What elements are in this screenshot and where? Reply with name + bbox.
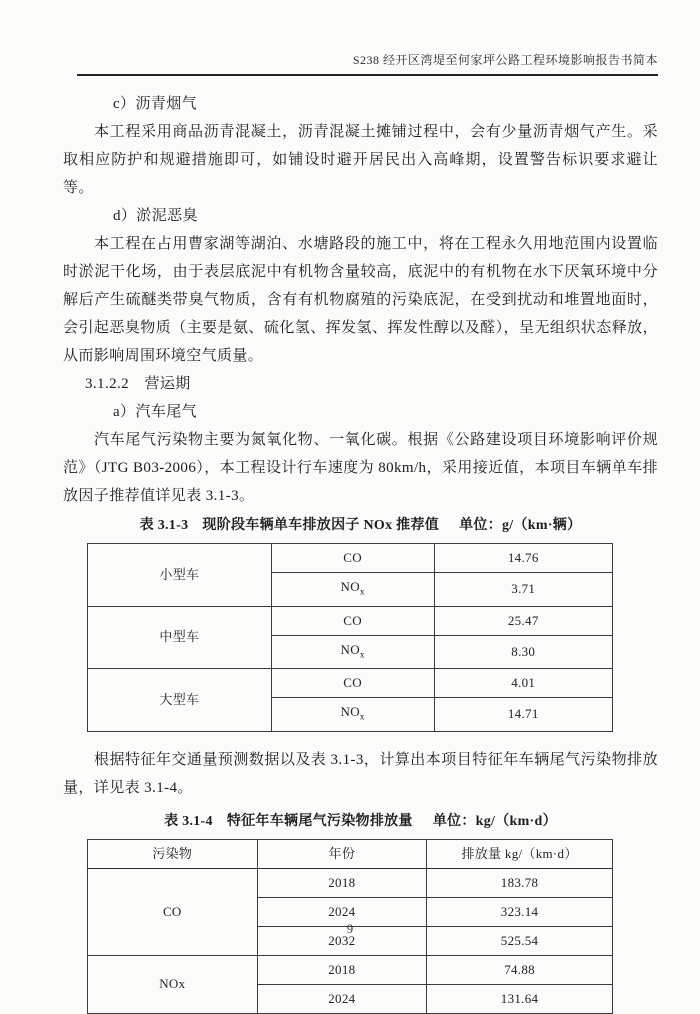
table-row (88, 669, 613, 698)
value-cell: 14.76 (434, 544, 613, 573)
emission-factor-table (87, 543, 613, 732)
paragraph-asphalt-smoke: 本工程采用商品沥青混凝土，沥青混凝土摊铺过程中，会有少量沥青烟气产生。采取相应防护和规避措施即可，如铺设时避开居民出入高峰期，设置警告标识要求避让等。 (63, 124, 658, 196)
amount-cell: 525.54 (427, 926, 613, 955)
pollutant-cell: CO (271, 669, 434, 698)
value-cell: 4.01 (434, 669, 613, 698)
amount-cell: 183.78 (427, 868, 613, 897)
table-row (88, 868, 613, 897)
paragraph-emission-calc: 根据特征年交通量预测数据以及表 3.1-3，计算出本项目特征年车辆尾气污染物排放量，详见表 3.1-4。 (63, 751, 658, 796)
table-row (88, 955, 613, 984)
list-item-c: c）沥青烟气 (113, 96, 198, 112)
nox-base: NO (340, 641, 360, 657)
table-row (88, 606, 613, 635)
table1-caption-unit: 单位：g/（km·辆） (459, 518, 582, 533)
document-body (63, 90, 658, 1014)
pollutant-cell (271, 635, 434, 669)
year-cell: 2024 (257, 897, 427, 926)
header-title: S238 经开区湾堤至何家坪公路工程环境影响报告书简本 (352, 53, 658, 67)
pollutant-cell: NOx (88, 955, 258, 1013)
value-cell: 3.71 (434, 573, 613, 607)
table1-caption (63, 514, 658, 538)
section-heading-operation-period: 3.1.2.2 营运期 (85, 376, 191, 392)
list-item-d: d）淤泥恶臭 (113, 208, 198, 224)
nox-sub: x (359, 649, 365, 660)
nox-sub: x (359, 711, 365, 722)
pollutant-cell (271, 698, 434, 732)
table2-caption-label: 表 3.1-4 (164, 813, 213, 829)
table2-caption-title: 特征年车辆尾气污染物排放量 (226, 813, 413, 829)
list-item-a: a）汽车尾气 (113, 404, 198, 420)
nox-base: NO (340, 579, 360, 594)
col-header-amount: 排放量 kg/（km·d） (427, 839, 613, 868)
pollutant-cell: CO (271, 606, 434, 635)
paragraph-sludge-odor: 本工程在占用曹家湖等湖泊、水塘路段的施工中，将在工程永久用地范围内设置临时淤泥干化场，由于表层底泥中有机物含量较高，底泥中的有机物在水下厌氧环境中分解后产生硫醚类带臭气物质，含有有机物腐殖的污染底泥，在受到扰动和堆置地面时，会引起恶臭物质（主要是氨、硫化氢、挥发氢、挥发性醇以及醛），呈无组织状态释放，从而影响周围环境空气质量。 (63, 236, 658, 364)
table2-caption-unit: 单位：kg/（km·d） (432, 813, 557, 829)
table-row (88, 544, 613, 573)
vehicle-type-cell: 小型车 (88, 544, 272, 607)
value-cell: 25.47 (434, 606, 613, 635)
year-cell: 2018 (257, 868, 427, 897)
amount-cell: 323.14 (427, 897, 613, 926)
value-cell: 14.71 (434, 698, 613, 732)
vehicle-type-cell: 大型车 (88, 669, 272, 732)
year-cell: 2018 (257, 955, 427, 984)
col-header-year: 年份 (257, 839, 427, 868)
running-header (63, 52, 658, 76)
paragraph-vehicle-exhaust: 汽车尾气污染物主要为氮氧化物、一氧化碳。根据《公路建设项目环境影响评价规范》（JTG B03-2006），本工程设计行车速度为 80km/h，采用接近值，本项目车辆单车排放因子推荐值详见表 3.1-3。 (63, 432, 658, 504)
header-rule (77, 74, 658, 76)
table2-caption (63, 810, 658, 834)
pollutant-cell: CO (271, 544, 434, 573)
nox-sub: x (359, 586, 365, 597)
nox-base: NO (340, 704, 360, 720)
table1-caption-label: 表 3.1-3 (139, 518, 189, 533)
vehicle-type-cell: 中型车 (88, 606, 272, 669)
amount-cell: 74.88 (427, 955, 613, 984)
year-cell: 2032 (257, 926, 427, 955)
pollutant-cell (271, 573, 434, 607)
amount-cell: 131.64 (427, 984, 613, 1013)
year-cell: 2024 (257, 984, 427, 1013)
table-header-row (88, 839, 613, 868)
col-header-pollutant: 污染物 (88, 839, 258, 868)
page-number: 9 (346, 922, 354, 936)
pollutant-cell: CO (88, 868, 258, 955)
value-cell: 8.30 (434, 635, 613, 669)
table1-caption-title: 现阶段车辆单车排放因子 NOx 推荐值 (202, 518, 440, 533)
